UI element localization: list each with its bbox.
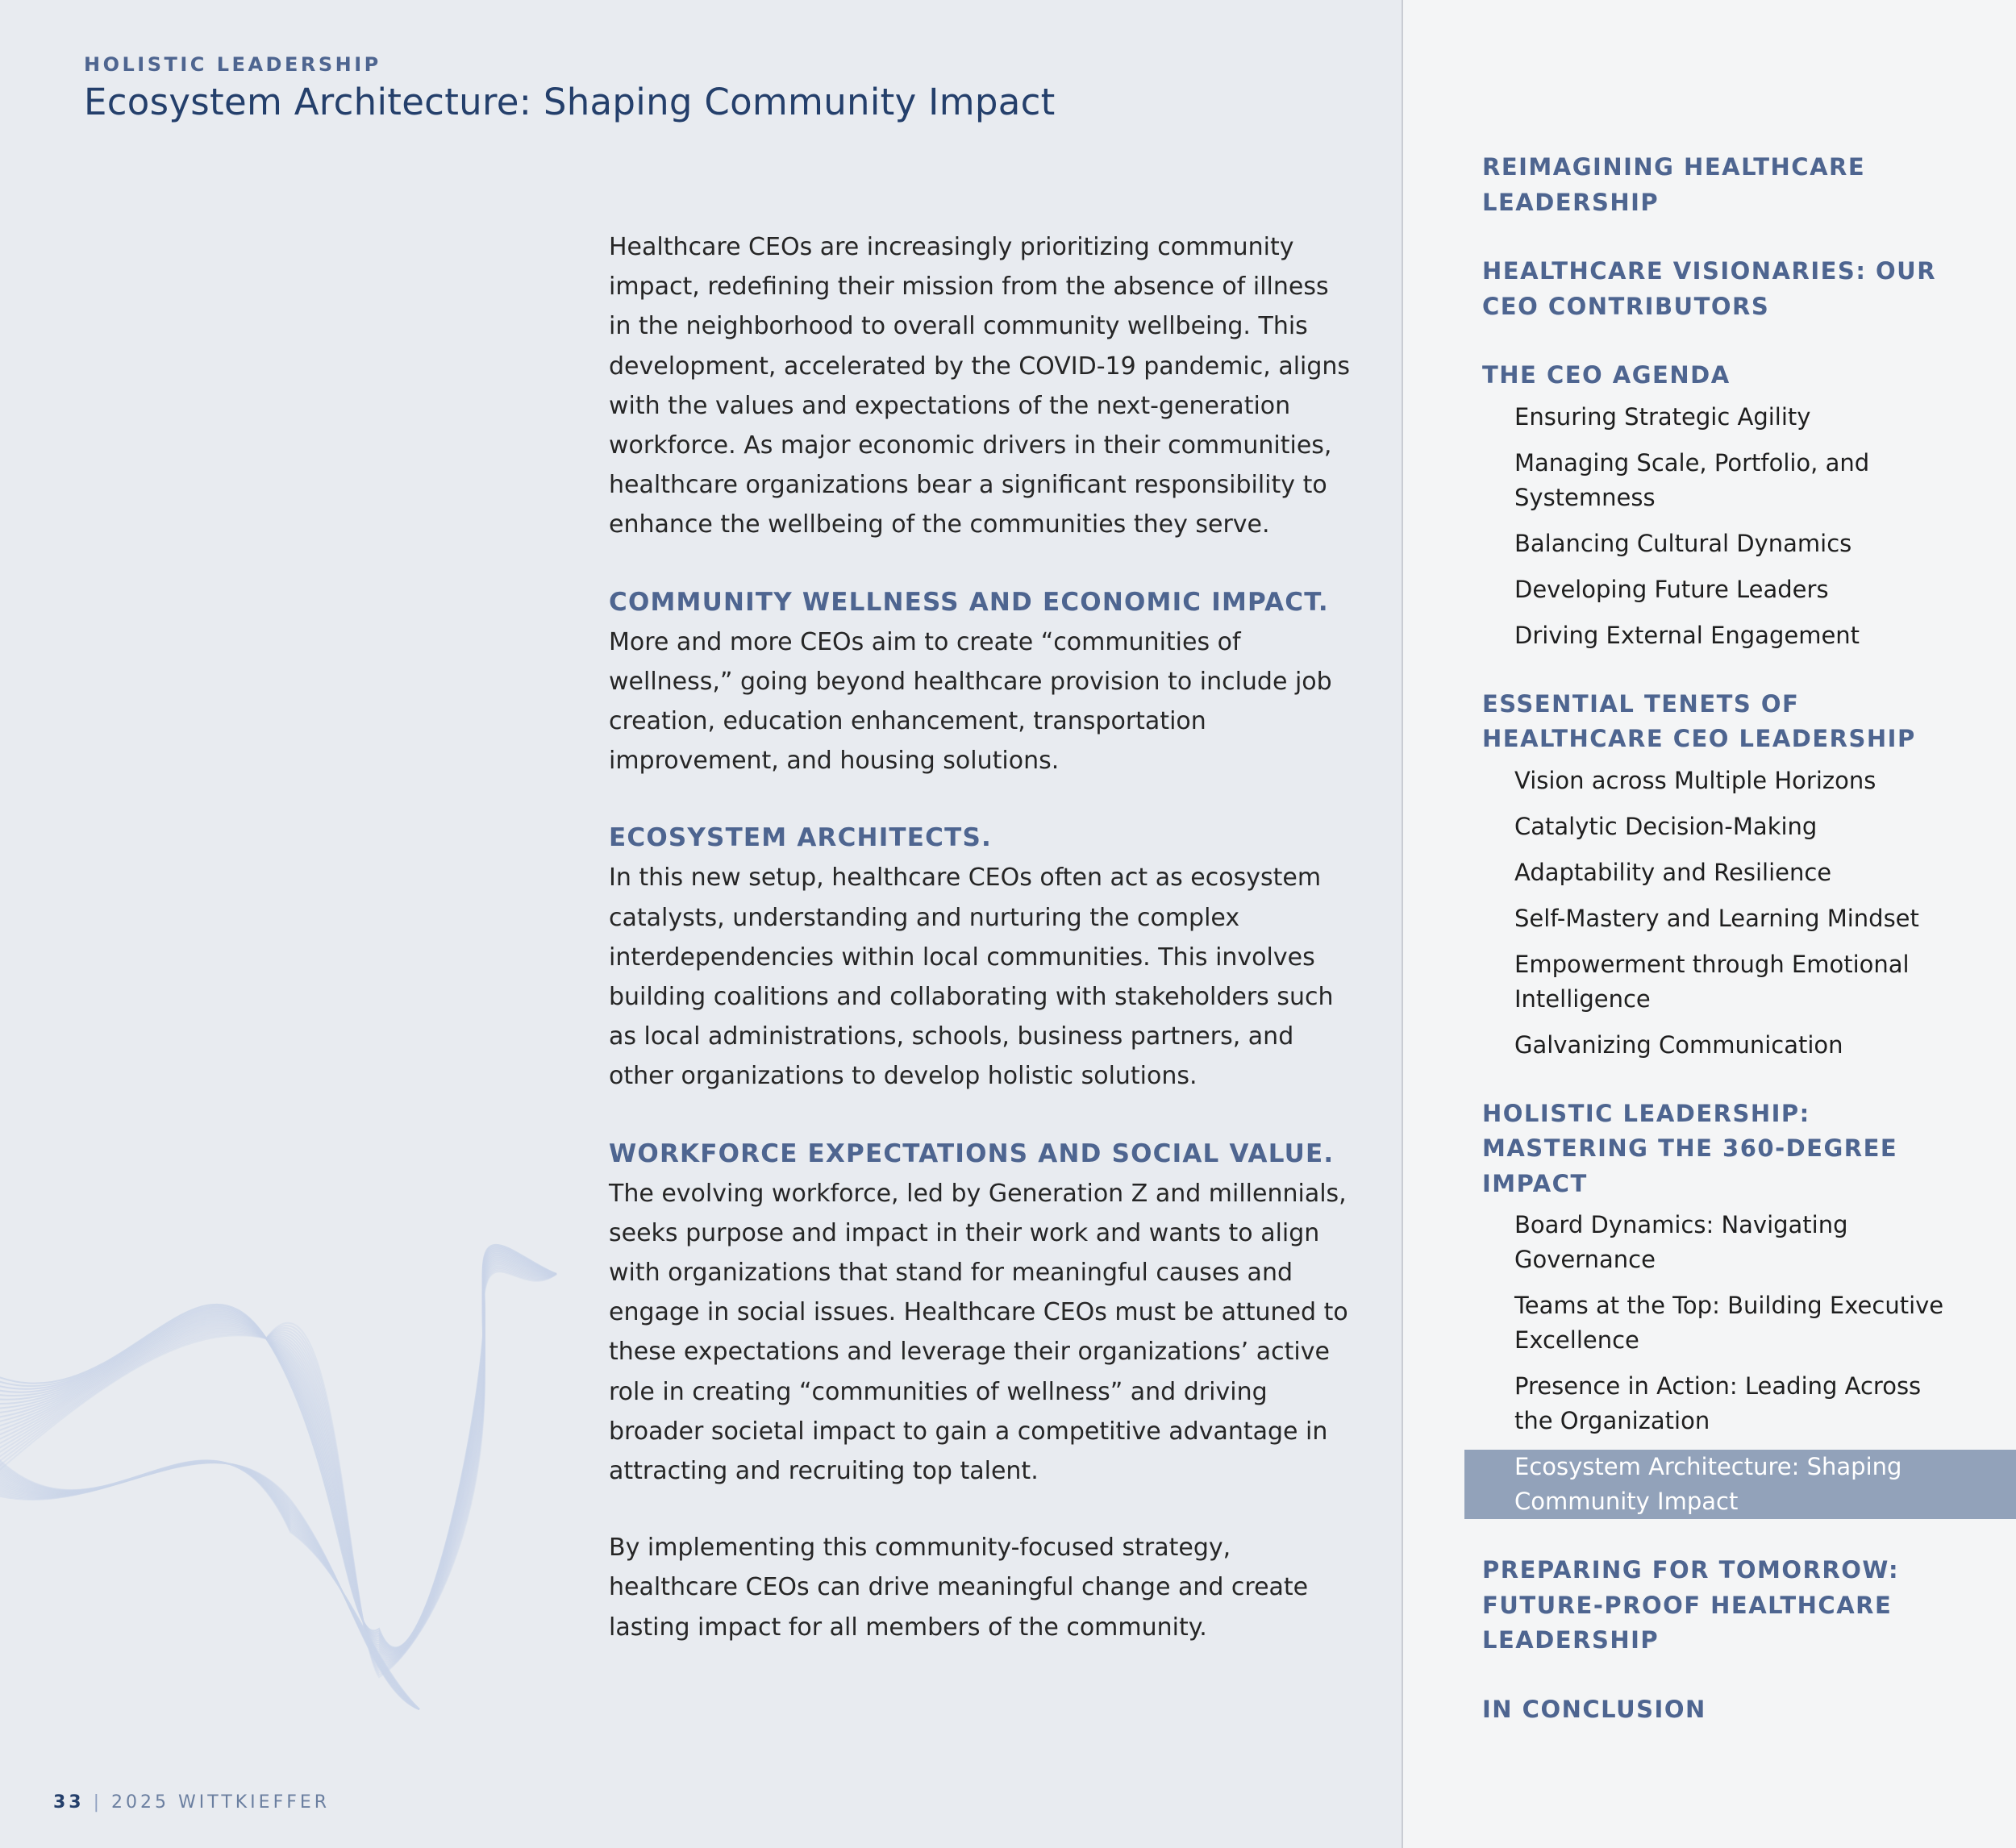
toc-item[interactable]: Developing Future Leaders xyxy=(1514,575,1829,603)
closing-paragraph: By implementing this community-focused strategy, healthcare CEOs can drive meaningful change and create lasting impact for all members of the community. xyxy=(609,1534,1309,1642)
table-of-contents xyxy=(1403,150,2016,1761)
section-heading: COMMUNITY WELLNESS AND ECONOMIC IMPACT. xyxy=(609,587,1329,617)
toc-section[interactable] xyxy=(1403,358,2016,653)
intro-paragraph: Healthcare CEOs are increasingly prioritizing community impact, redefining their mission from the absence of illness in the neighborhood to overall community wellbeing. This development, accelerated by the COVID-19 pandemic, aligns with the values and expectations of the next-generation workforce. As major economic drivers in their communities, healthcare organizations bear a significant responsibility to enhance the wellbeing of the communities they serve. xyxy=(609,233,1351,539)
toc-item[interactable]: Galvanizing Communication xyxy=(1514,1030,1843,1059)
toc-section[interactable] xyxy=(1403,1097,2016,1520)
toc-item[interactable]: Managing Scale, Portfolio, and Systemness xyxy=(1514,448,1870,511)
toc-item[interactable]: Catalytic Decision-Making xyxy=(1514,812,1818,840)
section-text: More and more CEOs aim to create “communities of wellness,” going beyond healthcare provision to include job creation, education enhancement, transportation improvement, and housing solutions. xyxy=(609,627,1332,776)
footer-separator: | xyxy=(93,1792,103,1813)
toc-section-title[interactable]: REIMAGINING HEALTHCARE LEADERSHIP xyxy=(1482,153,1866,216)
toc-item[interactable]: Self-Mastery and Learning Mindset xyxy=(1514,904,1919,932)
page-footer xyxy=(53,1792,330,1813)
toc-item[interactable]: Ensuring Strategic Agility xyxy=(1514,402,1811,431)
publication-name: 2025 WITTKIEFFER xyxy=(111,1792,331,1813)
toc-section-title[interactable]: HOLISTIC LEADERSHIP: MASTERING THE 360-DEGREE IMPACT xyxy=(1482,1099,1898,1197)
toc-section[interactable] xyxy=(1403,1692,2016,1728)
section-community-wellness xyxy=(609,582,1351,781)
toc-section-title[interactable]: THE CEO AGENDA xyxy=(1482,361,1731,389)
toc-section-title[interactable]: PREPARING FOR TOMORROW: FUTURE-PROOF HEALTHCARE LEADERSHIP xyxy=(1482,1556,1900,1654)
toc-sidebar xyxy=(1403,0,2016,1848)
section-text: The evolving workforce, led by Generation Z and millennials, seeks purpose and impact in their work and wants to align with organizations that stand for meaningful causes and engage in social issues. Healthcare CEOs must be attuned to these expectations and leverage their organizations’ active role in creating “communities of wellness” and driving broader societal impact to gain a competitive advantage in attracting and recruiting top talent. xyxy=(609,1179,1348,1486)
toc-section[interactable] xyxy=(1403,687,2016,1063)
toc-item[interactable]: Balancing Cultural Dynamics xyxy=(1514,529,1852,557)
toc-item-active[interactable]: Ecosystem Architecture: Shaping Community Impact xyxy=(1464,1450,2016,1519)
toc-section-title[interactable]: IN CONCLUSION xyxy=(1482,1695,1706,1723)
toc-item[interactable]: Adaptability and Resilience xyxy=(1514,858,1832,886)
page-title: Ecosystem Architecture: Shaping Community Impact xyxy=(84,81,1056,123)
section-eyebrow: HOLISTIC LEADERSHIP xyxy=(84,53,381,76)
toc-section-title[interactable]: HEALTHCARE VISIONARIES: OUR CEO CONTRIBUTORS xyxy=(1482,257,1937,320)
section-ecosystem-architects xyxy=(609,818,1351,1096)
section-heading: WORKFORCE EXPECTATIONS AND SOCIAL VALUE. xyxy=(609,1138,1335,1168)
article-body xyxy=(609,227,1351,1647)
toc-item[interactable]: Presence in Action: Leading Across the Organization xyxy=(1514,1372,1922,1434)
toc-item[interactable]: Teams at the Top: Building Executive Excellence xyxy=(1514,1292,1944,1354)
toc-item[interactable]: Board Dynamics: Navigating Governance xyxy=(1514,1211,1848,1273)
section-heading: ECOSYSTEM ARCHITECTS. xyxy=(609,823,992,853)
toc-item[interactable]: Empowerment through Emotional Intelligence xyxy=(1514,950,1910,1013)
toc-section[interactable] xyxy=(1403,150,2016,220)
section-text: In this new setup, healthcare CEOs often act as ecosystem catalysts, understanding and nurturing the complex interdependencies within local communities. This involves building coalitions and collaborating with stakeholders such as local administrations, schools, business partners, and other organizations to develop holistic solutions. xyxy=(609,864,1334,1091)
toc-item[interactable]: Vision across Multiple Horizons xyxy=(1514,766,1876,794)
page-number: 33 xyxy=(53,1792,85,1813)
toc-section-title[interactable]: ESSENTIAL TENETS OF HEALTHCARE CEO LEADERSHIP xyxy=(1482,689,1916,752)
section-workforce-expectations xyxy=(609,1134,1351,1492)
toc-section[interactable] xyxy=(1403,1553,2016,1659)
toc-section[interactable] xyxy=(1403,254,2016,324)
toc-item[interactable]: Driving External Engagement xyxy=(1514,621,1860,649)
